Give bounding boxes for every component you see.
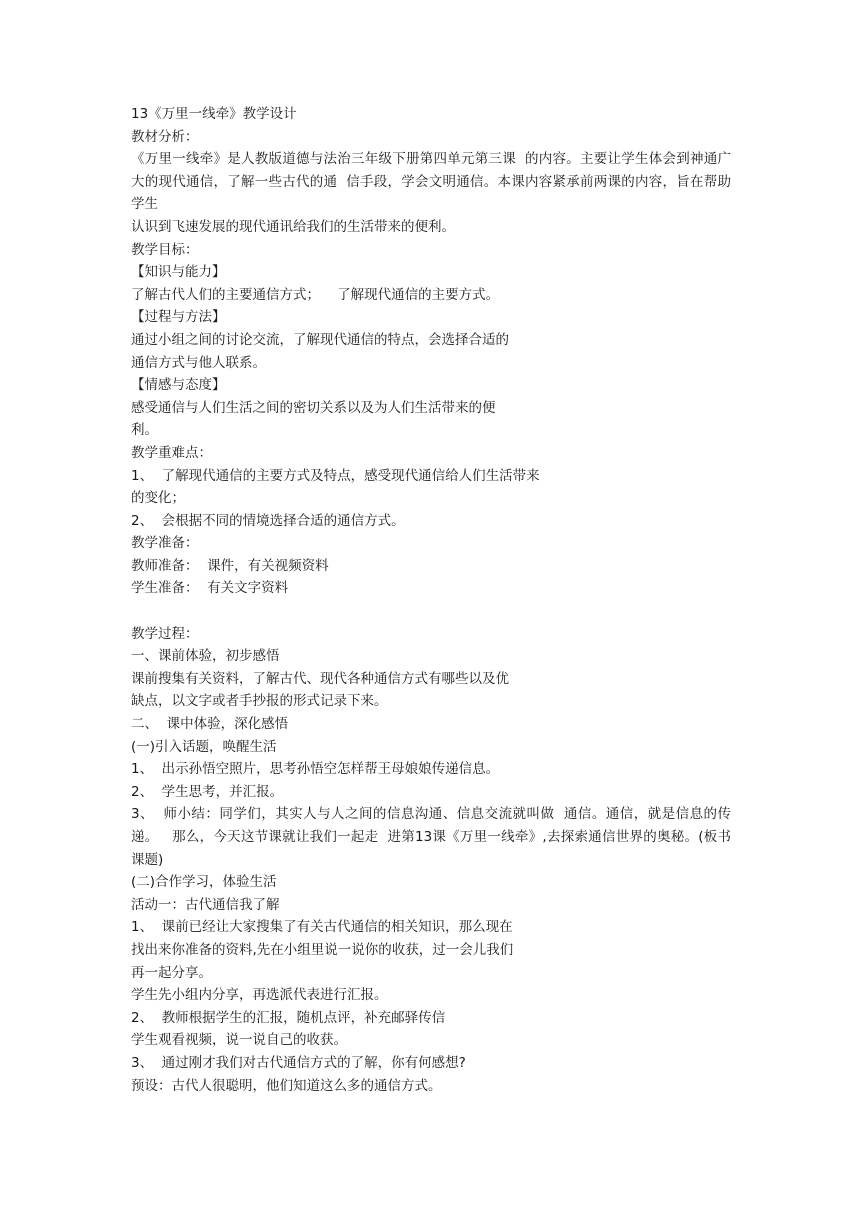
analysis-paragraph-continued: 认识到飞速发展的现代通讯给我们的生活带来的便利。 <box>131 218 455 235</box>
student-preparation: 学生准备： 有关文字资料 <box>131 580 289 597</box>
blank-line <box>131 600 731 623</box>
list-item: 3、 通过刚才我们对古代通信方式的了解，你有何感想? <box>131 1054 466 1071</box>
list-item-continued: 再一起分享。 <box>131 964 212 981</box>
activity-title: 活动一：古代通信我了解 <box>131 896 280 913</box>
key-point-line: 的变化； <box>131 490 185 507</box>
section-heading-key-points: 教学重难点： <box>131 444 212 461</box>
step-text-line: 缺点，以文字或者手抄报的形式记录下来。 <box>131 693 388 710</box>
section-heading-analysis: 教材分析： <box>131 128 199 145</box>
list-item: 3、 师小结：同学们，其实人与人之间的信息沟通、信息交流就叫做 通信。通信，就是信息的传递。 那么，今天这节课就让我们一起走 进第13课《万里一线牵》,去探索通信世界的奥秘。(板书课题) <box>131 806 731 868</box>
goal-emotion-header: 【情感与态度】 <box>131 377 226 394</box>
goal-knowledge-header: 【知识与能力】 <box>131 264 226 281</box>
activity-note: 学生观看视频，说一说自己的收获。 <box>131 1032 347 1049</box>
document-page <box>131 103 731 1097</box>
goal-process-text-line: 通信方式与他人联系。 <box>131 354 266 371</box>
document-title: 13《万里一线牵》教学设计 <box>131 106 297 122</box>
list-item: 2、 教师根据学生的汇报，随机点评，补充邮驿传信 <box>131 1009 446 1026</box>
subsection-title: (一)引入话题，唤醒生活 <box>131 738 277 755</box>
key-point-line: 1、 了解现代通信的主要方式及特点，感受现代通信给人们生活带来 <box>131 467 540 484</box>
list-item: 1、 课前已经让大家搜集了有关古代通信的相关知识，那么现在 <box>131 919 513 936</box>
goal-process-text-line: 通过小组之间的讨论交流，了解现代通信的特点，会选择合适的 <box>131 331 509 348</box>
step-title: 二、 课中体验，深化感悟 <box>131 716 289 733</box>
list-item-continued: 找出来你准备的资料,先在小组里说一说你的收获，过一会儿我们 <box>131 941 514 958</box>
goal-emotion-text-line: 利。 <box>131 422 158 439</box>
teacher-preparation: 教师准备： 课件，有关视频资料 <box>131 557 329 574</box>
section-heading-goals: 教学目标： <box>131 241 199 258</box>
goal-process-header: 【过程与方法】 <box>131 309 226 326</box>
goal-emotion-text-line: 感受通信与人们生活之间的密切关系以及为人们生活带来的便 <box>131 399 496 416</box>
analysis-paragraph: 《万里一线牵》是人教版道德与法治三年级下册第四单元第三课 的内容。主要让学生体会到神通广大的现代通信，了解一些古代的通 信手段，学会文明通信。本课内容紧承前两课的内容，旨在帮助学生 <box>131 151 731 213</box>
list-item: 1、 出示孙悟空照片，思考孙悟空怎样帮王母娘娘传递信息。 <box>131 761 500 778</box>
activity-note: 学生先小组内分享，再选派代表进行汇报。 <box>131 987 388 1004</box>
section-heading-preparation: 教学准备： <box>131 535 199 552</box>
goal-knowledge-text: 了解古代人们的主要通信方式； 了解现代通信的主要方式。 <box>131 286 500 303</box>
step-title: 一、课前体验，初步感悟 <box>131 648 280 665</box>
list-item: 2、 学生思考，并汇报。 <box>131 783 284 800</box>
section-heading-process: 教学过程： <box>131 625 199 642</box>
activity-preset: 预设：古代人很聪明，他们知道这么多的通信方式。 <box>131 1077 442 1094</box>
step-text-line: 课前搜集有关资料，了解古代、现代各种通信方式有哪些以及优 <box>131 670 509 687</box>
key-point-line: 2、 会根据不同的情境选择合适的通信方式。 <box>131 512 405 529</box>
subsection-title: (二)合作学习，体验生活 <box>131 874 277 891</box>
